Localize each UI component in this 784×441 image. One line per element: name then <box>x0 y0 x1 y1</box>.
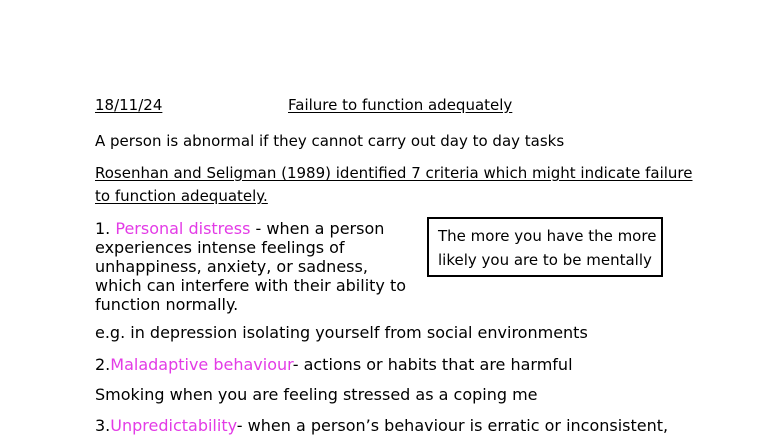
criterion-number: 1. <box>95 219 111 238</box>
criterion-term: Maladaptive behaviour <box>110 355 293 374</box>
date: 18/11/24 <box>95 96 163 114</box>
page-title: Failure to function adequately <box>288 96 513 114</box>
criterion-number: 3. <box>95 416 111 435</box>
callout-box <box>427 217 663 277</box>
criterion-1-continuation: function normally. <box>95 295 239 314</box>
callout-line-1: The more you have the more <box>438 227 657 245</box>
criterion-number: 2. <box>95 355 111 374</box>
criterion-1-example: e.g. in depression isolating yourself from social environments <box>95 323 588 342</box>
criterion-3-line <box>95 418 668 434</box>
criterion-1-continuation: experiences intense feelings of <box>95 238 345 257</box>
intro-sentence: A person is abnormal if they cannot carry out day to day tasks <box>95 132 565 150</box>
source-line-2: to function adequately. <box>95 187 268 205</box>
criterion-term: Unpredictability <box>110 416 237 435</box>
criterion-2-line <box>95 357 573 373</box>
callout-line-2: likely you are to be mentally <box>438 251 652 269</box>
criterion-term: Personal distress <box>115 219 251 238</box>
criterion-1-line <box>95 221 384 237</box>
criterion-definition: - when a person <box>250 219 385 238</box>
criterion-definition: - when a person’s behaviour is erratic or inconsistent, <box>236 416 669 435</box>
criterion-2-example: Smoking when you are feeling stressed as a coping me <box>95 385 538 404</box>
criterion-definition: - actions or habits that are harmful <box>292 355 573 374</box>
criterion-1-continuation: which can interfere with their ability to <box>95 276 407 295</box>
source-line-1: Rosenhan and Seligman (1989) identified 7 criteria which might indicate failure <box>95 164 693 182</box>
criterion-1-continuation: unhappiness, anxiety, or sadness, <box>95 257 368 276</box>
